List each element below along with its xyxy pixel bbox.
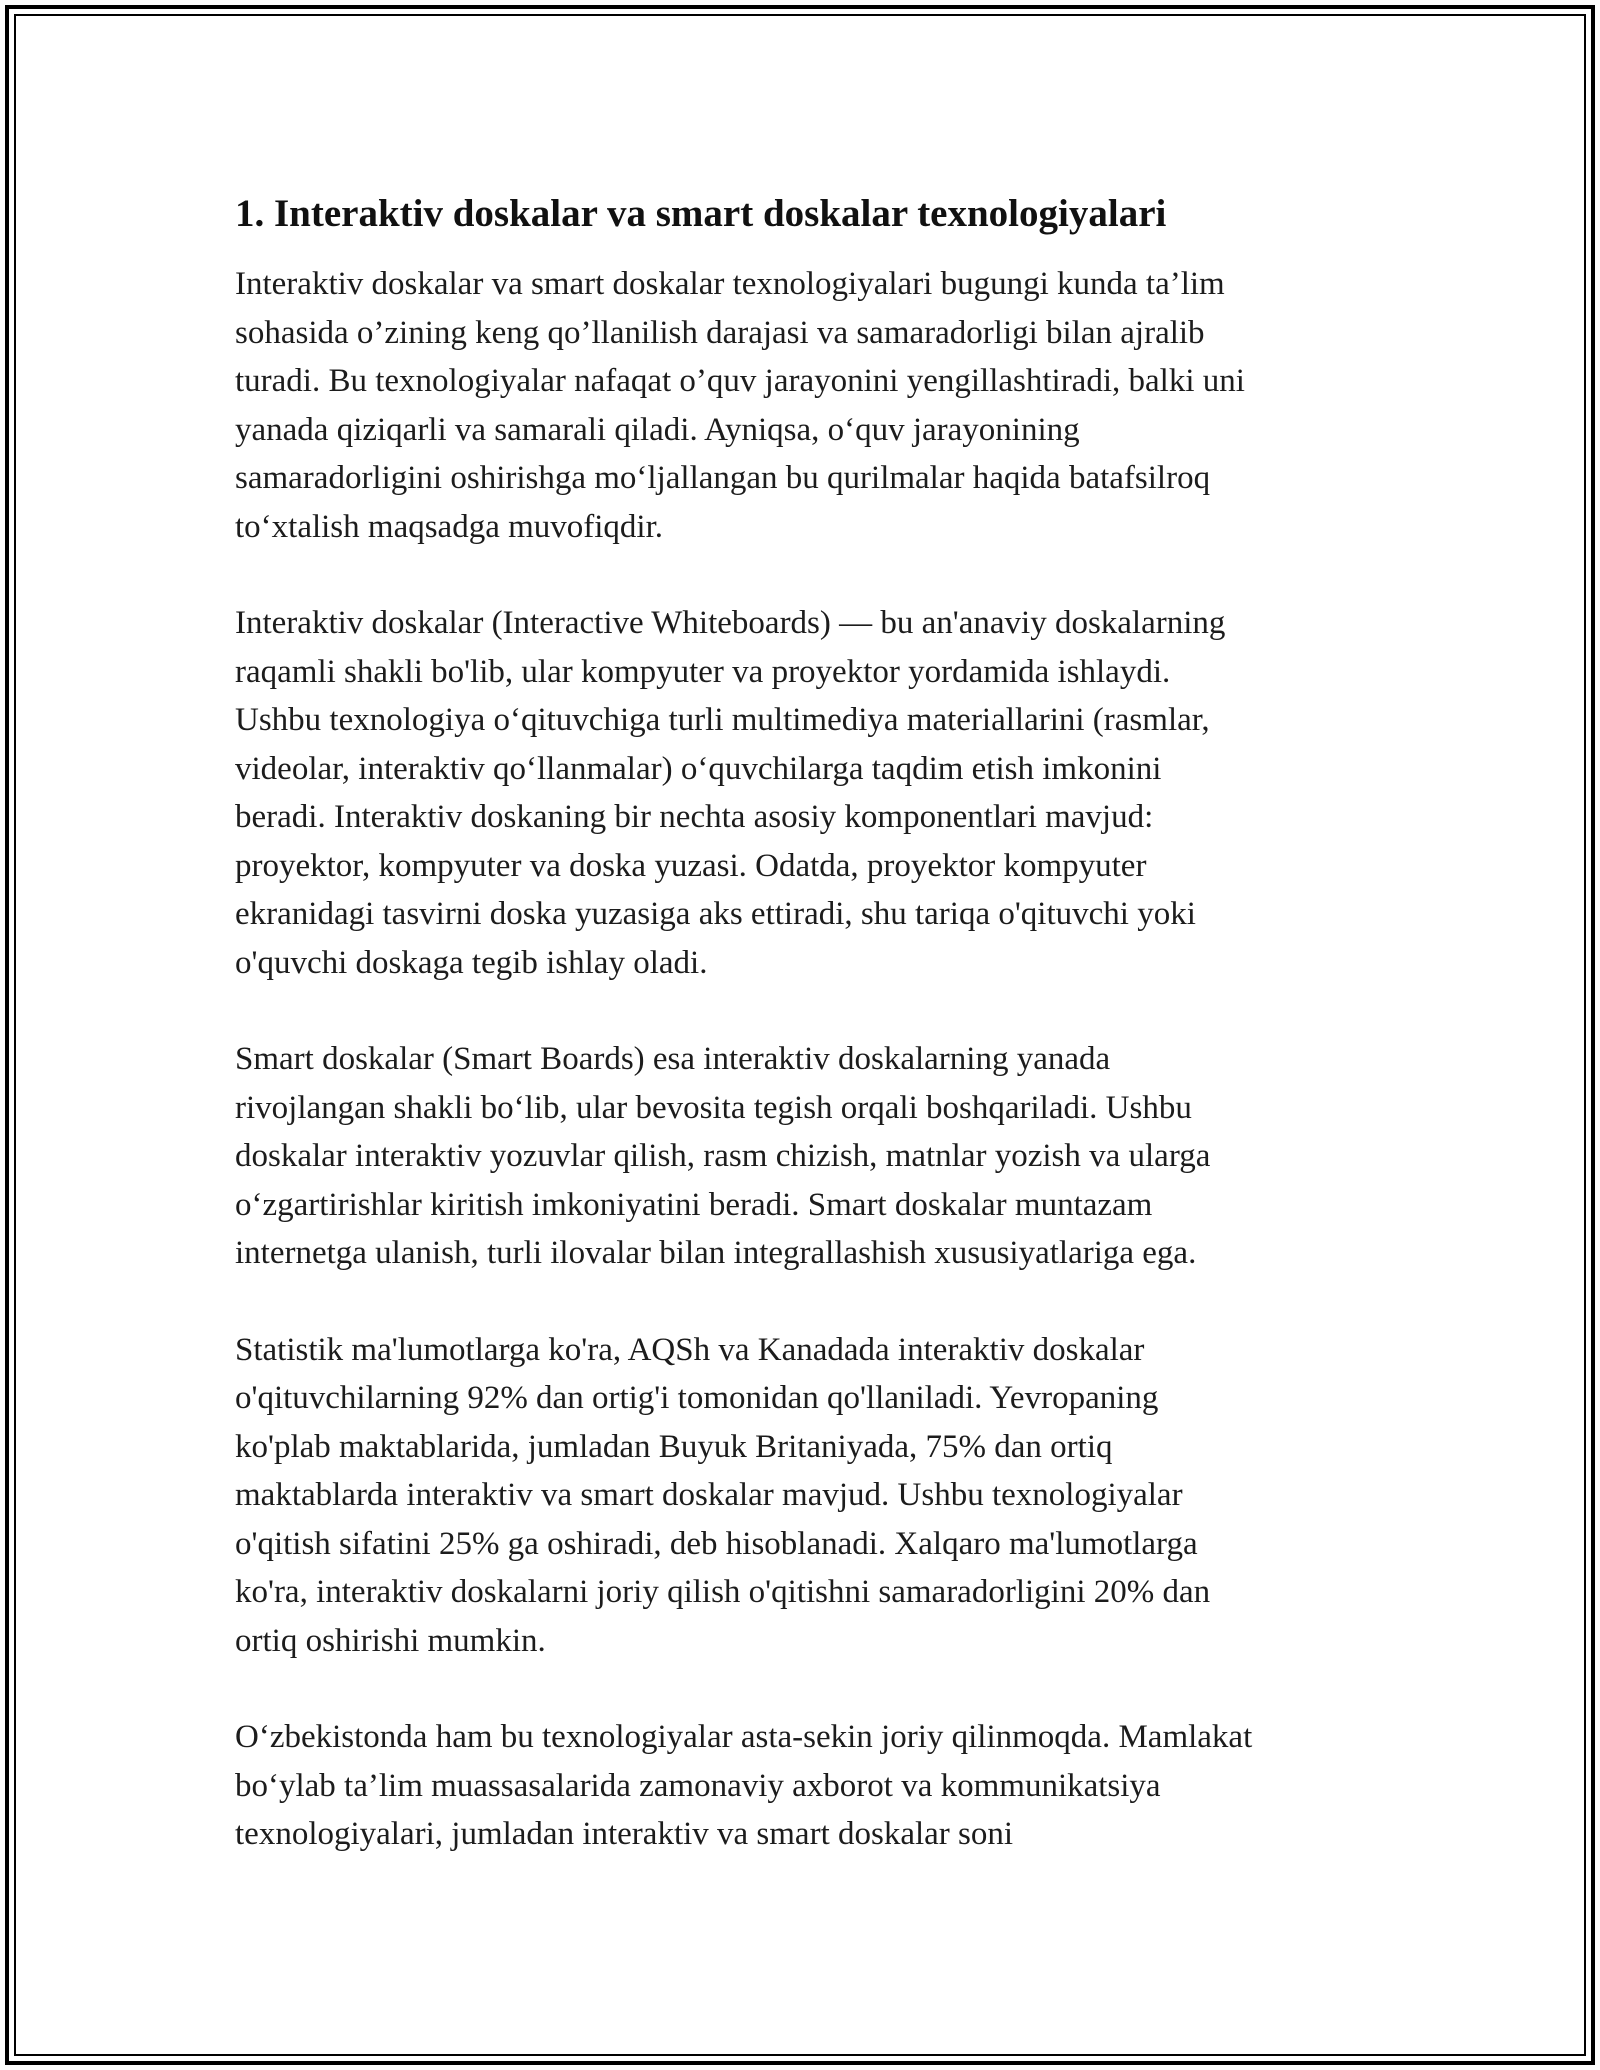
- paragraph-line: o‘zgartirishlar kiritish imkoniyatini beradi. Smart doskalar muntazam: [235, 1186, 1153, 1223]
- paragraph-line: beradi. Interaktiv doskaning bir nechta asosiy komponentlari mavjud:: [235, 799, 1154, 835]
- section-heading: 1. Interaktiv doskalar va smart doskalar texnologiyalari: [235, 192, 1167, 235]
- paragraph-line: sohasida o’zining keng qo’llanilish darajasi va samaradorligi bilan ajralib: [235, 314, 1205, 351]
- paragraphs-container: [235, 260, 1385, 1859]
- paragraph-line: internetga ulanish, turli ilovalar bilan integrallashish xususiyatlariga ega.: [235, 1235, 1197, 1271]
- paragraph-line: ko'plab maktablarida, jumladan Buyuk Britaniyada, 75% dan ortiq: [235, 1428, 1113, 1465]
- document-body: [235, 186, 1385, 1907]
- paragraph-line: Statistik ma'lumotlarga ko'ra, AQSh va Kanadada interaktiv doskalar: [235, 1331, 1145, 1368]
- paragraph-line: rivojlangan shakli bo‘lib, ular bevosita tegish orqali boshqariladi. Ushbu: [235, 1089, 1192, 1126]
- paragraph-line: Ushbu texnologiya o‘qituvchiga turli multimediya materiallarini (rasmlar,: [235, 702, 1210, 738]
- paragraph-line: maktablarda interaktiv va smart doskalar mavjud. Ushbu texnologiyalar: [235, 1477, 1183, 1513]
- paragraph-line: Interaktiv doskalar va smart doskalar texnologiyalari bugungi kunda ta’lim: [235, 266, 1225, 302]
- paragraph-line: proyektor, kompyuter va doska yuzasi. Odatda, proyektor kompyuter: [235, 847, 1147, 884]
- paragraph-line: ko'ra, interaktiv doskalarni joriy qilish o'qitishni samaradorligini 20% dan: [235, 1574, 1211, 1610]
- paragraph-line: Smart doskalar (Smart Boards) esa interaktiv doskalarning yanada: [235, 1041, 1111, 1077]
- paragraph: [235, 260, 1385, 551]
- paragraph: [235, 1326, 1385, 1666]
- paragraph-line: ekranidagi tasvirni doska yuzasiga aks ettiradi, shu tariqa o'qituvchi yoki: [235, 896, 1196, 932]
- paragraph-line: o'quvchi doskaga tegib ishlay oladi.: [235, 944, 708, 981]
- paragraph-line: to‘xtalish maqsadga muvofiqdir.: [235, 508, 664, 545]
- paragraph-line: videolar, interaktiv qo‘llanmalar) o‘quvchilarga taqdim etish imkonini: [235, 750, 1162, 787]
- paragraph-line: ortiq oshirishi mumkin.: [235, 1622, 546, 1659]
- paragraph-line: o'qituvchilarning 92% dan ortig'i tomonidan qo'llaniladi. Yevropaning: [235, 1380, 1159, 1416]
- paragraph-line: texnologiyalari, jumladan interaktiv va smart doskalar soni: [235, 1816, 1014, 1852]
- paragraph-line: raqamli shakli bo'lib, ular kompyuter va proyektor yordamida ishlaydi.: [235, 653, 1171, 690]
- paragraph-line: doskalar interaktiv yozuvlar qilish, rasm chizish, matnlar yozish va ularga: [235, 1138, 1211, 1174]
- paragraph: [235, 1035, 1385, 1278]
- paragraph-line: O‘zbekistonda ham bu texnologiyalar asta-sekin joriy qilinmoqda. Mamlakat: [235, 1719, 1253, 1755]
- paragraph-line: o'qitish sifatini 25% ga oshiradi, deb hisoblanadi. Xalqaro ma'lumotlarga: [235, 1525, 1198, 1562]
- paragraph-line: samaradorligini oshirishga mo‘ljallangan bu qurilmalar haqida batafsilroq: [235, 460, 1211, 496]
- paragraph: [235, 1713, 1385, 1859]
- paragraph-line: yanada qiziqarli va samarali qiladi. Ayniqsa, o‘quv jarayonining: [235, 411, 1080, 448]
- paragraph-line: bo‘ylab ta’lim muassasalarida zamonaviy axborot va kommunikatsiya: [235, 1767, 1161, 1804]
- paragraph-line: Interaktiv doskalar (Interactive Whiteboards) — bu an'anaviy doskalarning: [235, 605, 1226, 641]
- paragraph: [235, 599, 1385, 987]
- paragraph-line: turadi. Bu texnologiyalar nafaqat o’quv jarayonini yengillashtiradi, balki uni: [235, 363, 1245, 399]
